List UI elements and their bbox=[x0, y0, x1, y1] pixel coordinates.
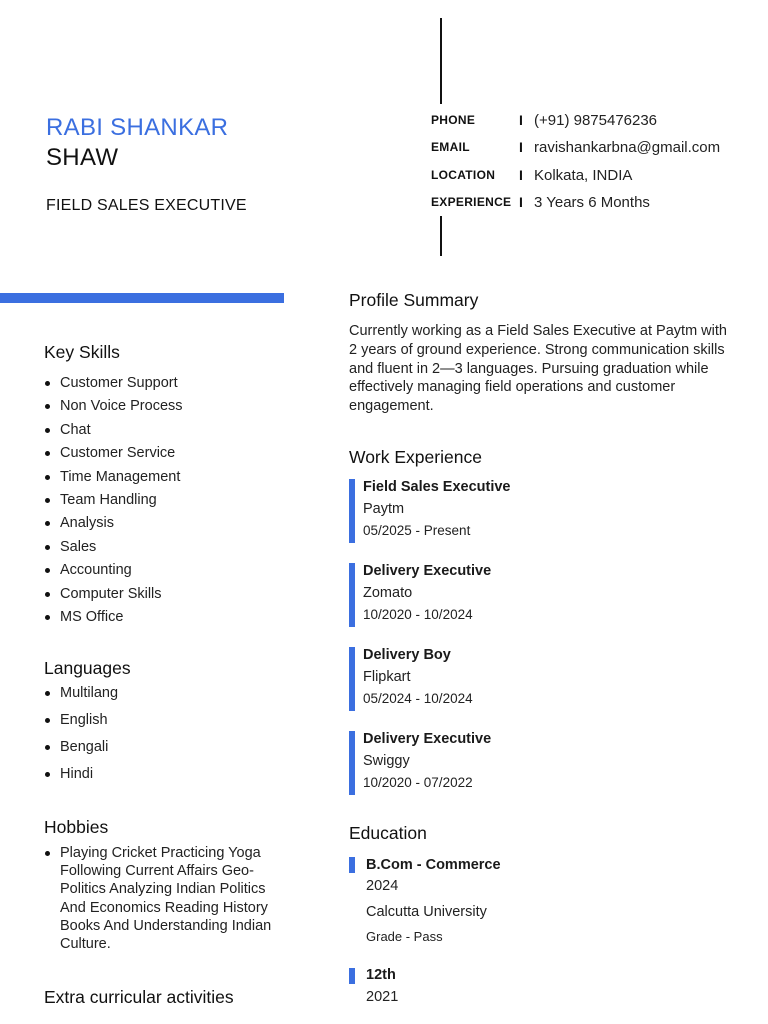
education-accent-bar bbox=[349, 968, 355, 984]
experience-item bbox=[349, 731, 729, 795]
profile-summary-heading: Profile Summary bbox=[349, 290, 479, 310]
language-item: Bengali bbox=[44, 738, 118, 765]
contact-separator: I bbox=[519, 139, 523, 155]
contact-location bbox=[431, 165, 632, 185]
contact-separator: I bbox=[519, 167, 523, 183]
experience-company: Zomato bbox=[363, 585, 413, 601]
education-year: 2021 bbox=[366, 989, 399, 1005]
experience-company: Swiggy bbox=[363, 753, 410, 769]
language-item: Multilang bbox=[44, 684, 118, 711]
divider-top bbox=[440, 18, 442, 104]
education-accent-bar bbox=[349, 857, 355, 873]
experience-dates: 10/2020 - 10/2024 bbox=[363, 607, 473, 622]
skill-item: Customer Support bbox=[44, 374, 183, 397]
contact-experience bbox=[431, 192, 650, 212]
contact-value: ravishankarbna@gmail.com bbox=[534, 138, 721, 156]
education-heading: Education bbox=[349, 823, 427, 843]
experience-company: Paytm bbox=[363, 501, 405, 517]
skill-item: Computer Skills bbox=[44, 585, 183, 608]
contact-label: LOCATION bbox=[431, 168, 496, 182]
accent-bar bbox=[0, 293, 284, 303]
key-skills-heading: Key Skills bbox=[44, 342, 120, 362]
skill-item: Sales bbox=[44, 538, 183, 561]
experience-accent-bar bbox=[349, 563, 355, 627]
experience-accent-bar bbox=[349, 731, 355, 795]
work-experience-heading: Work Experience bbox=[349, 447, 482, 467]
experience-title: Delivery Boy bbox=[363, 647, 451, 663]
hobby-item: Playing Cricket Practicing Yoga Following Current Affairs Geo-Politics Analyzing Indian Politics And Economics Reading History Books And Understanding Indian Culture. bbox=[44, 844, 290, 953]
languages-heading: Languages bbox=[44, 658, 131, 678]
hobbies-heading: Hobbies bbox=[44, 817, 109, 837]
hobbies-list bbox=[44, 844, 290, 953]
profile-summary-text: Currently working as a Field Sales Executive at Paytm with 2 years of ground experience. Strong communication skills and fluent in 2—3 languages. Pursuing graduation while effectively managing field operations and customer engagement. bbox=[349, 323, 727, 415]
languages-list bbox=[44, 684, 118, 792]
language-item: Hindi bbox=[44, 765, 118, 792]
contact-label: EMAIL bbox=[431, 140, 470, 154]
contact-separator: I bbox=[519, 112, 523, 128]
skill-item: MS Office bbox=[44, 608, 183, 631]
contact-label: EXPERIENCE bbox=[431, 195, 512, 209]
experience-item bbox=[349, 647, 729, 711]
experience-item bbox=[349, 479, 729, 543]
experience-accent-bar bbox=[349, 647, 355, 711]
experience-dates: 05/2025 - Present bbox=[363, 523, 471, 538]
name-first-line: RABI SHANKAR bbox=[46, 114, 229, 141]
contact-separator: I bbox=[519, 194, 523, 210]
name-last-line: SHAW bbox=[46, 144, 119, 171]
skill-item: Time Management bbox=[44, 468, 183, 491]
extra-curricular-heading: Extra curricular activities bbox=[44, 987, 234, 1007]
experience-item bbox=[349, 563, 729, 627]
contact-label: PHONE bbox=[431, 113, 476, 127]
education-institution: Calcutta University bbox=[366, 904, 487, 920]
skill-item: Analysis bbox=[44, 514, 183, 537]
language-item: English bbox=[44, 711, 118, 738]
experience-dates: 10/2020 - 07/2022 bbox=[363, 775, 473, 790]
education-degree: 12th bbox=[366, 967, 396, 983]
skill-item: Team Handling bbox=[44, 491, 183, 514]
contact-value: Kolkata, INDIA bbox=[534, 166, 633, 184]
education-grade: Grade - Pass bbox=[366, 929, 443, 944]
key-skills-list bbox=[44, 374, 183, 631]
skill-item: Chat bbox=[44, 421, 183, 444]
contact-value: 3 Years 6 Months bbox=[534, 193, 650, 211]
education-year: 2024 bbox=[366, 878, 399, 894]
experience-accent-bar bbox=[349, 479, 355, 543]
contact-email bbox=[431, 137, 720, 157]
divider-bottom bbox=[440, 216, 442, 256]
skill-item: Accounting bbox=[44, 561, 183, 584]
experience-title: Delivery Executive bbox=[363, 731, 492, 747]
experience-company: Flipkart bbox=[363, 669, 411, 685]
contact-value: (+91) 9875476236 bbox=[534, 111, 658, 129]
skill-item: Non Voice Process bbox=[44, 397, 183, 420]
contact-phone bbox=[431, 110, 657, 130]
experience-dates: 05/2024 - 10/2024 bbox=[363, 691, 473, 706]
education-degree: B.Com - Commerce bbox=[366, 857, 501, 873]
skill-item: Customer Service bbox=[44, 444, 183, 467]
experience-title: Delivery Executive bbox=[363, 563, 492, 579]
job-title: FIELD SALES EXECUTIVE bbox=[46, 197, 247, 214]
experience-title: Field Sales Executive bbox=[363, 479, 511, 495]
